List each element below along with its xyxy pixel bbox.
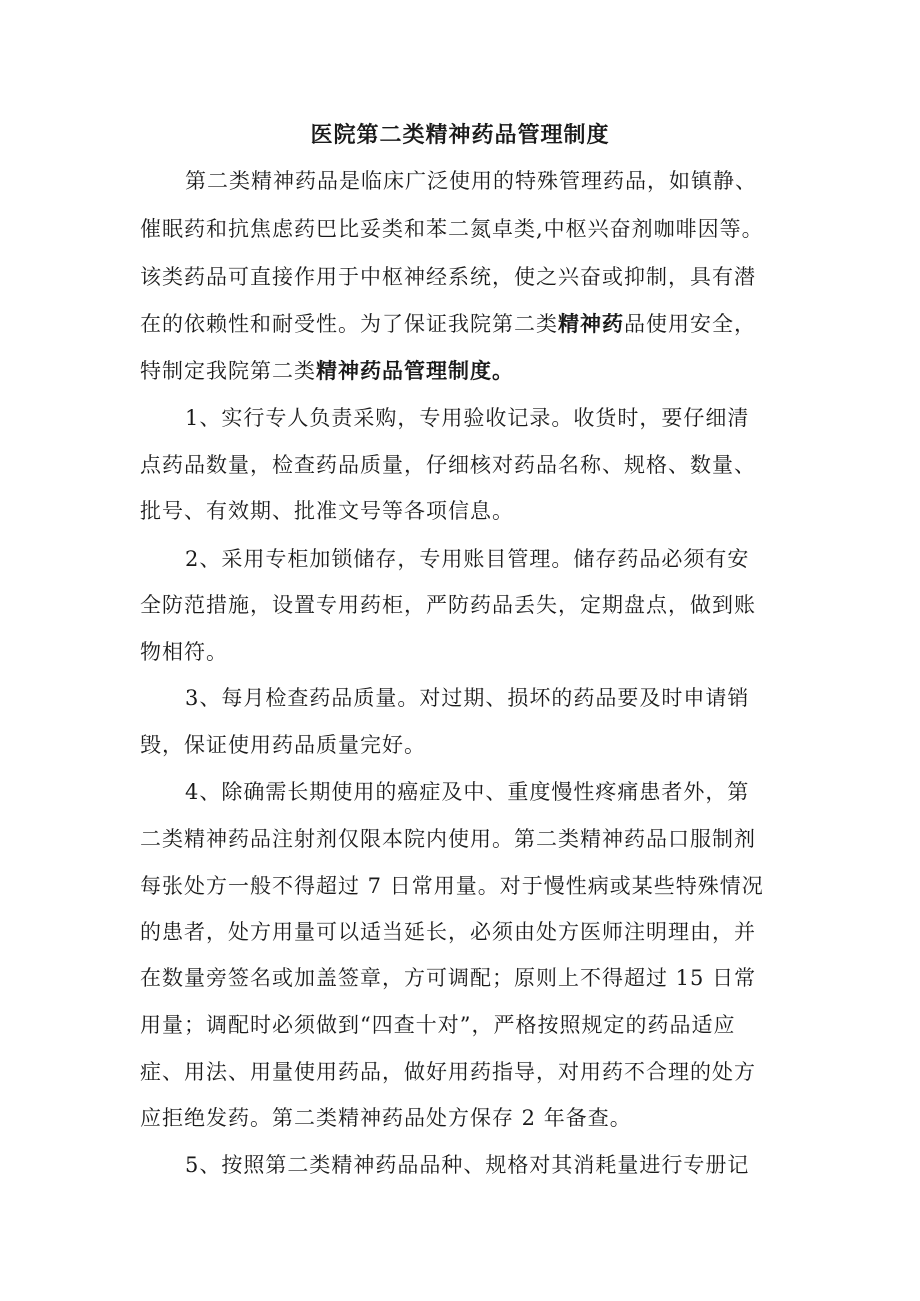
item-3-line-2: 毁，保证使用药品质量完好。: [140, 733, 426, 757]
item-1-line-1: 1、实行专人负责采购，专用验收记录。收货时，要仔细清: [185, 406, 750, 430]
item-1-line-2: 点药品数量，检查药品质量，仔细核对药品名称、规格、数量、: [140, 453, 756, 477]
item-2-line-1: 2、采用专柜加锁储存，专用账目管理。储存药品必须有安: [185, 547, 750, 571]
item-4-line-1: 4、除确需长期使用的癌症及中、重度慢性疼痛患者外，第: [185, 780, 750, 804]
item-4-line-3: 每张处方一般不得超过 7 日常用量。对于慢性病或某些特殊情况: [140, 874, 764, 898]
item-5-line-1: 5、按照第二类精神药品品种、规格对其消耗量进行专册记: [185, 1153, 750, 1177]
item-2-line-2: 全防范措施，设置专用药柜，严防药品丢失，定期盘点，做到账: [140, 593, 756, 617]
intro-line-5-bold: 精神药品管理制度。: [316, 358, 514, 383]
item-1-line-3: 批号、有效期、批准文号等各项信息。: [140, 499, 514, 523]
intro-line-5: [140, 354, 790, 388]
item-4-line-4: 的患者，处方用量可以适当延长，必须由处方医师注明理由，并: [140, 920, 756, 944]
item-2-line-3: 物相符。: [140, 640, 228, 664]
intro-line-4-tail: 品使用安全，: [624, 312, 756, 336]
intro-line-5-text: 特制定我院第二类: [140, 359, 316, 383]
intro-line-4-text: 在的依赖性和耐受性。为了保证我院第二类: [140, 312, 558, 336]
item-4-line-8: 应拒绝发药。第二类精神药品处方保存 2 年备查。: [140, 1106, 632, 1130]
intro-line-2: 催眠药和抗焦虑药巴比妥类和苯二氮卓类,中枢兴奋剂咖啡因等。: [140, 217, 764, 241]
item-4-line-2: 二类精神药品注射剂仅限本院内使用。第二类精神药品口服制剂: [140, 827, 756, 851]
intro-line-4-bold: 精神药: [558, 311, 624, 336]
intro-line-1: 第二类精神药品是临床广泛使用的特殊管理药品，如镇静、: [185, 169, 757, 193]
intro-line-4: [140, 307, 790, 341]
item-4-line-5: 在数量旁签名或加盖签章，方可调配；原则上不得超过 15 日常: [140, 966, 757, 990]
item-4-line-6: 用量；调配时必须做到“四查十对”，严格按照规定的药品适应: [140, 1013, 736, 1037]
item-3-line-1: 3、每月检查药品质量。对过期、损坏的药品要及时申请销: [185, 686, 750, 710]
page-title: 医院第二类精神药品管理制度: [310, 122, 610, 148]
intro-line-3: 该类药品可直接作用于中枢神经系统，使之兴奋或抑制，具有潜: [140, 265, 756, 289]
item-4-line-7: 症、用法、用量使用药品，做好用药指导，对用药不合理的处方: [140, 1060, 756, 1084]
